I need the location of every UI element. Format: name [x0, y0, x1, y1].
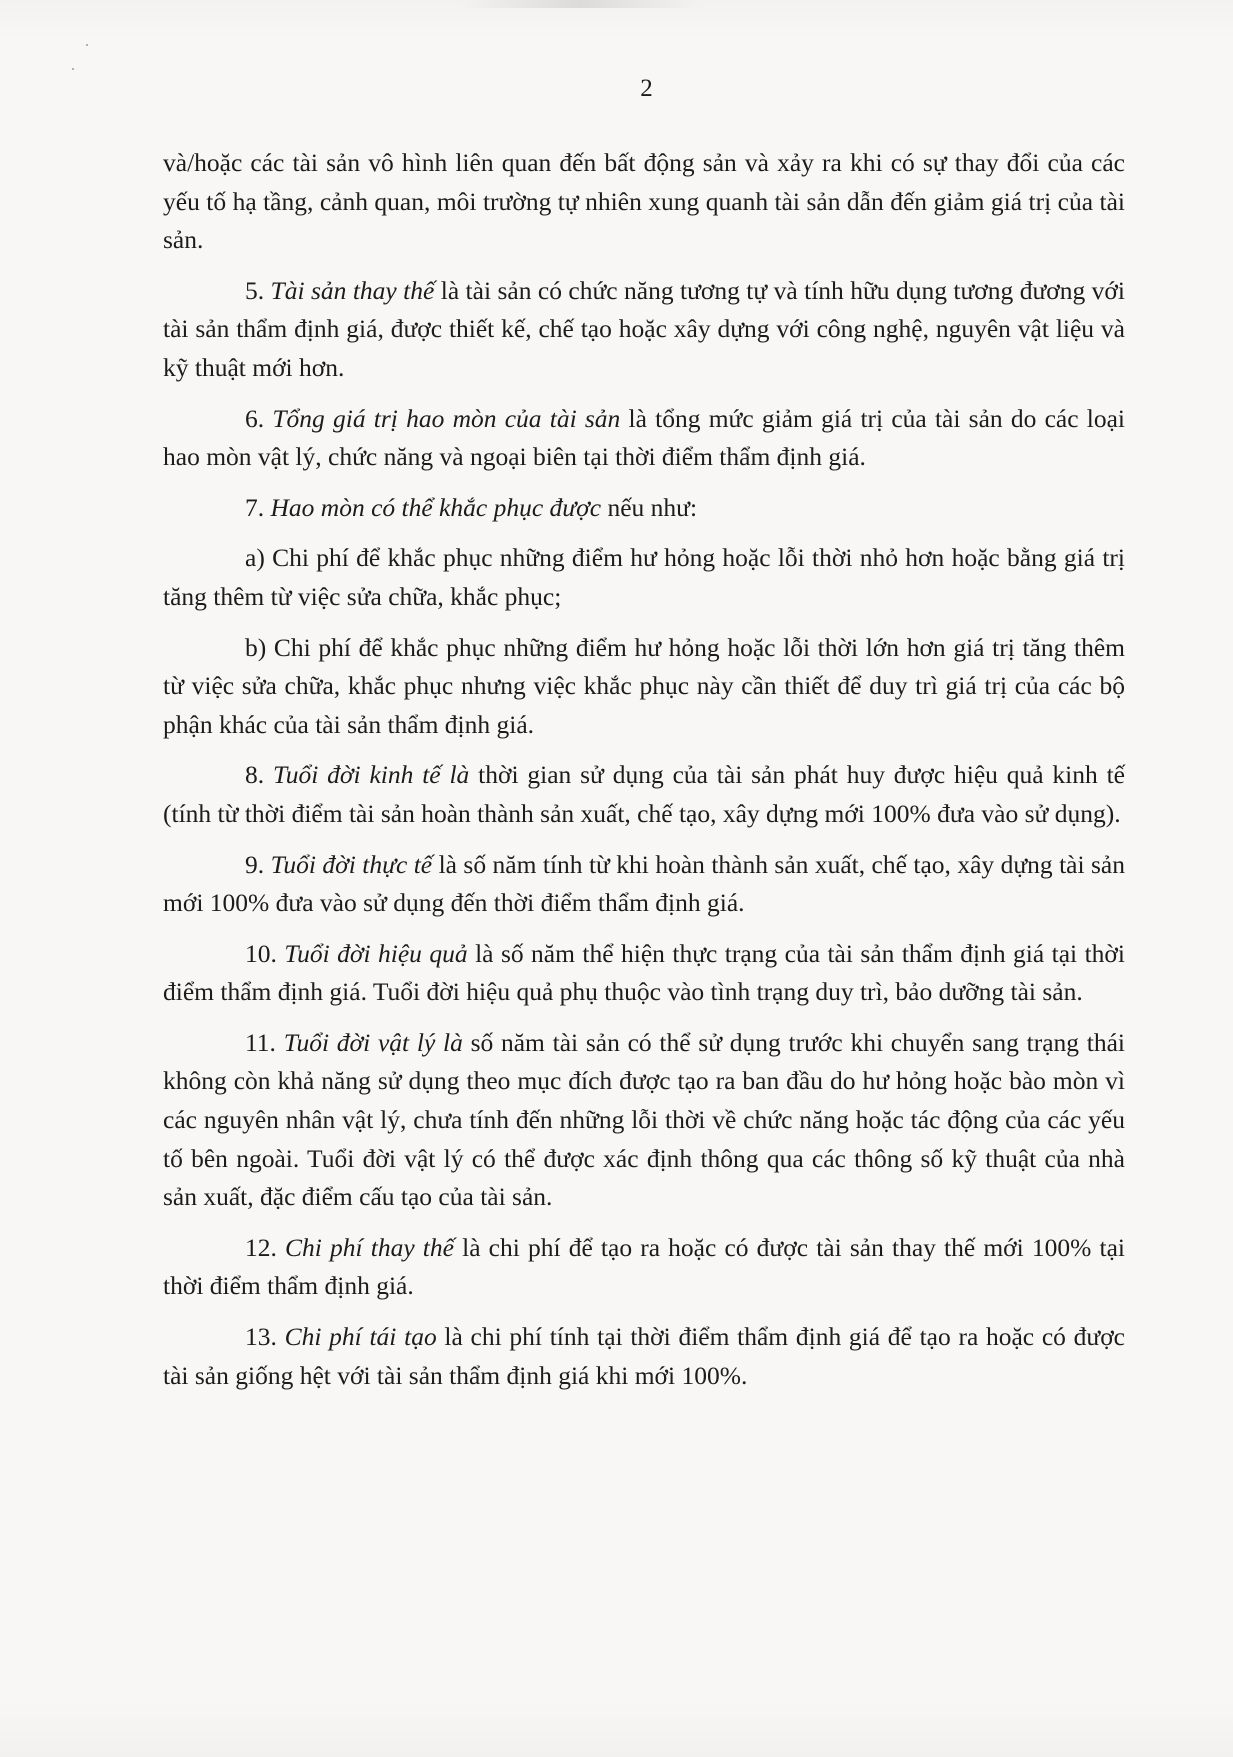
defined-term: Tuổi đời hiệu quả: [284, 938, 468, 968]
paragraph-number: 9.: [245, 849, 265, 879]
paragraph-10: [163, 935, 1125, 1012]
page-number: 2: [640, 75, 653, 102]
paragraph-number: 8.: [245, 760, 265, 790]
paragraph-text: số năm tài sản có thể sử dụng trước khi chuyển sang trạng thái không còn khả năng sử dụng theo mục đích được tạo ra ban đầu do hư hỏng hoặc bào mòn vì các nguyên nhân vật lý, chưa tính đến những lỗi thời về chức năng hoặc tác động của các yếu tố bên ngoài. Tuổi đời vật lý có thể được xác định thông qua các thông số kỹ thuật của nhà sản xuất, đặc điểm cấu tạo của tài sản.: [163, 1027, 1125, 1212]
paragraph-6: [163, 400, 1125, 477]
paragraph-text: là tài sản có chức năng tương tự và tính hữu dụng tương đương với tài sản thẩm định giá, được thiết kế, chế tạo hoặc xây dựng với công nghệ, nguyên vật liệu và kỹ thuật mới hơn.: [163, 275, 1125, 382]
defined-term: Tuổi đời kinh tế là: [272, 760, 470, 790]
defined-term: Tài sản thay thế: [270, 275, 435, 305]
paragraph-number: 13.: [245, 1322, 277, 1352]
paragraph-text: là chi phí tính tại thời điểm thẩm định giá để tạo ra hoặc có được tài sản giống hệt với tài sản thẩm định giá khi mới 100%.: [163, 1322, 1126, 1390]
paragraph-7a: [163, 539, 1125, 616]
paragraph-number: 12.: [245, 1232, 277, 1262]
defined-term: Chi phí tái tạo: [284, 1322, 437, 1352]
defined-term: Tuổi đời thực tế: [270, 849, 433, 879]
paragraph-7: [163, 489, 1125, 528]
paragraph-text: a) Chi phí để khắc phục những điểm hư hỏng hoặc lỗi thời nhỏ hơn hoặc bằng giá trị tăng thêm từ việc sửa chữa, khắc phục;: [163, 543, 1125, 611]
paragraph-text: là số năm thể hiện thực trạng của tài sản thẩm định giá tại thời điểm thẩm định giá. Tuổi đời hiệu quả phụ thuộc vào tình trạng duy trì, bảo dưỡng tài sản.: [163, 938, 1125, 1007]
paragraph-13: [163, 1318, 1125, 1395]
paragraph-continuation: [163, 144, 1125, 260]
paragraph-text: là chi phí để tạo ra hoặc có được tài sản thay thế mới 100% tại thời điểm thẩm định giá.: [163, 1232, 1126, 1301]
paragraph-text: và/hoặc các tài sản vô hình liên quan đến bất động sản và xảy ra khi có sự thay đổi của các yếu tố hạ tầng, cảnh quan, môi trường tự nhiên xung quanh tài sản dẫn đến giảm giá trị của tài sản.: [163, 148, 1125, 255]
paragraph-number: 5.: [245, 275, 265, 305]
paragraph-8: [163, 756, 1125, 833]
paragraph-number: 6.: [245, 403, 265, 433]
scan-smudge: [460, 0, 700, 8]
paragraph-11: [163, 1024, 1125, 1217]
paragraph-number: 10.: [245, 938, 277, 968]
paragraph-text: nếu như:: [601, 492, 698, 522]
paragraph-7b: [163, 629, 1125, 745]
paragraph-9: [163, 846, 1125, 923]
defined-term: Chi phí thay thế: [285, 1232, 454, 1262]
paragraph-text: thời gian sử dụng của tài sản phát huy được hiệu quả kinh tế (tính từ thời điểm tài sản hoàn thành sản xuất, chế tạo, xây dựng mới 100% đưa vào sử dụng).: [163, 760, 1125, 828]
paragraph-5: [163, 272, 1125, 388]
paragraph-number: 11.: [245, 1027, 276, 1057]
defined-term: Tổng giá trị hao mòn của tài sản: [272, 403, 621, 433]
paragraph-text: là số năm tính từ khi hoàn thành sản xuất, chế tạo, xây dựng tài sản mới 100% đưa vào sử dụng đến thời điểm thẩm định giá.: [163, 849, 1125, 918]
scan-speck: [72, 68, 74, 70]
defined-term: Tuổi đời vật lý là: [283, 1027, 463, 1057]
paragraph-number: 7.: [245, 492, 265, 522]
document-body: [163, 144, 1125, 1407]
paragraph-12: [163, 1229, 1125, 1306]
defined-term: Hao mòn có thể khắc phục được: [270, 492, 602, 522]
paragraph-text: b) Chi phí để khắc phục những điểm hư hỏng hoặc lỗi thời lớn hơn giá trị tăng thêm từ việc sửa chữa, khắc phục nhưng việc khắc phục này cần thiết để duy trì giá trị của các bộ phận khác của tài sản thẩm định giá.: [163, 632, 1125, 739]
paragraph-text: là tổng mức giảm giá trị của tài sản do các loại hao mòn vật lý, chức năng và ngoại biên tại thời điểm thẩm định giá.: [163, 403, 1125, 472]
scan-speck: [86, 44, 88, 46]
